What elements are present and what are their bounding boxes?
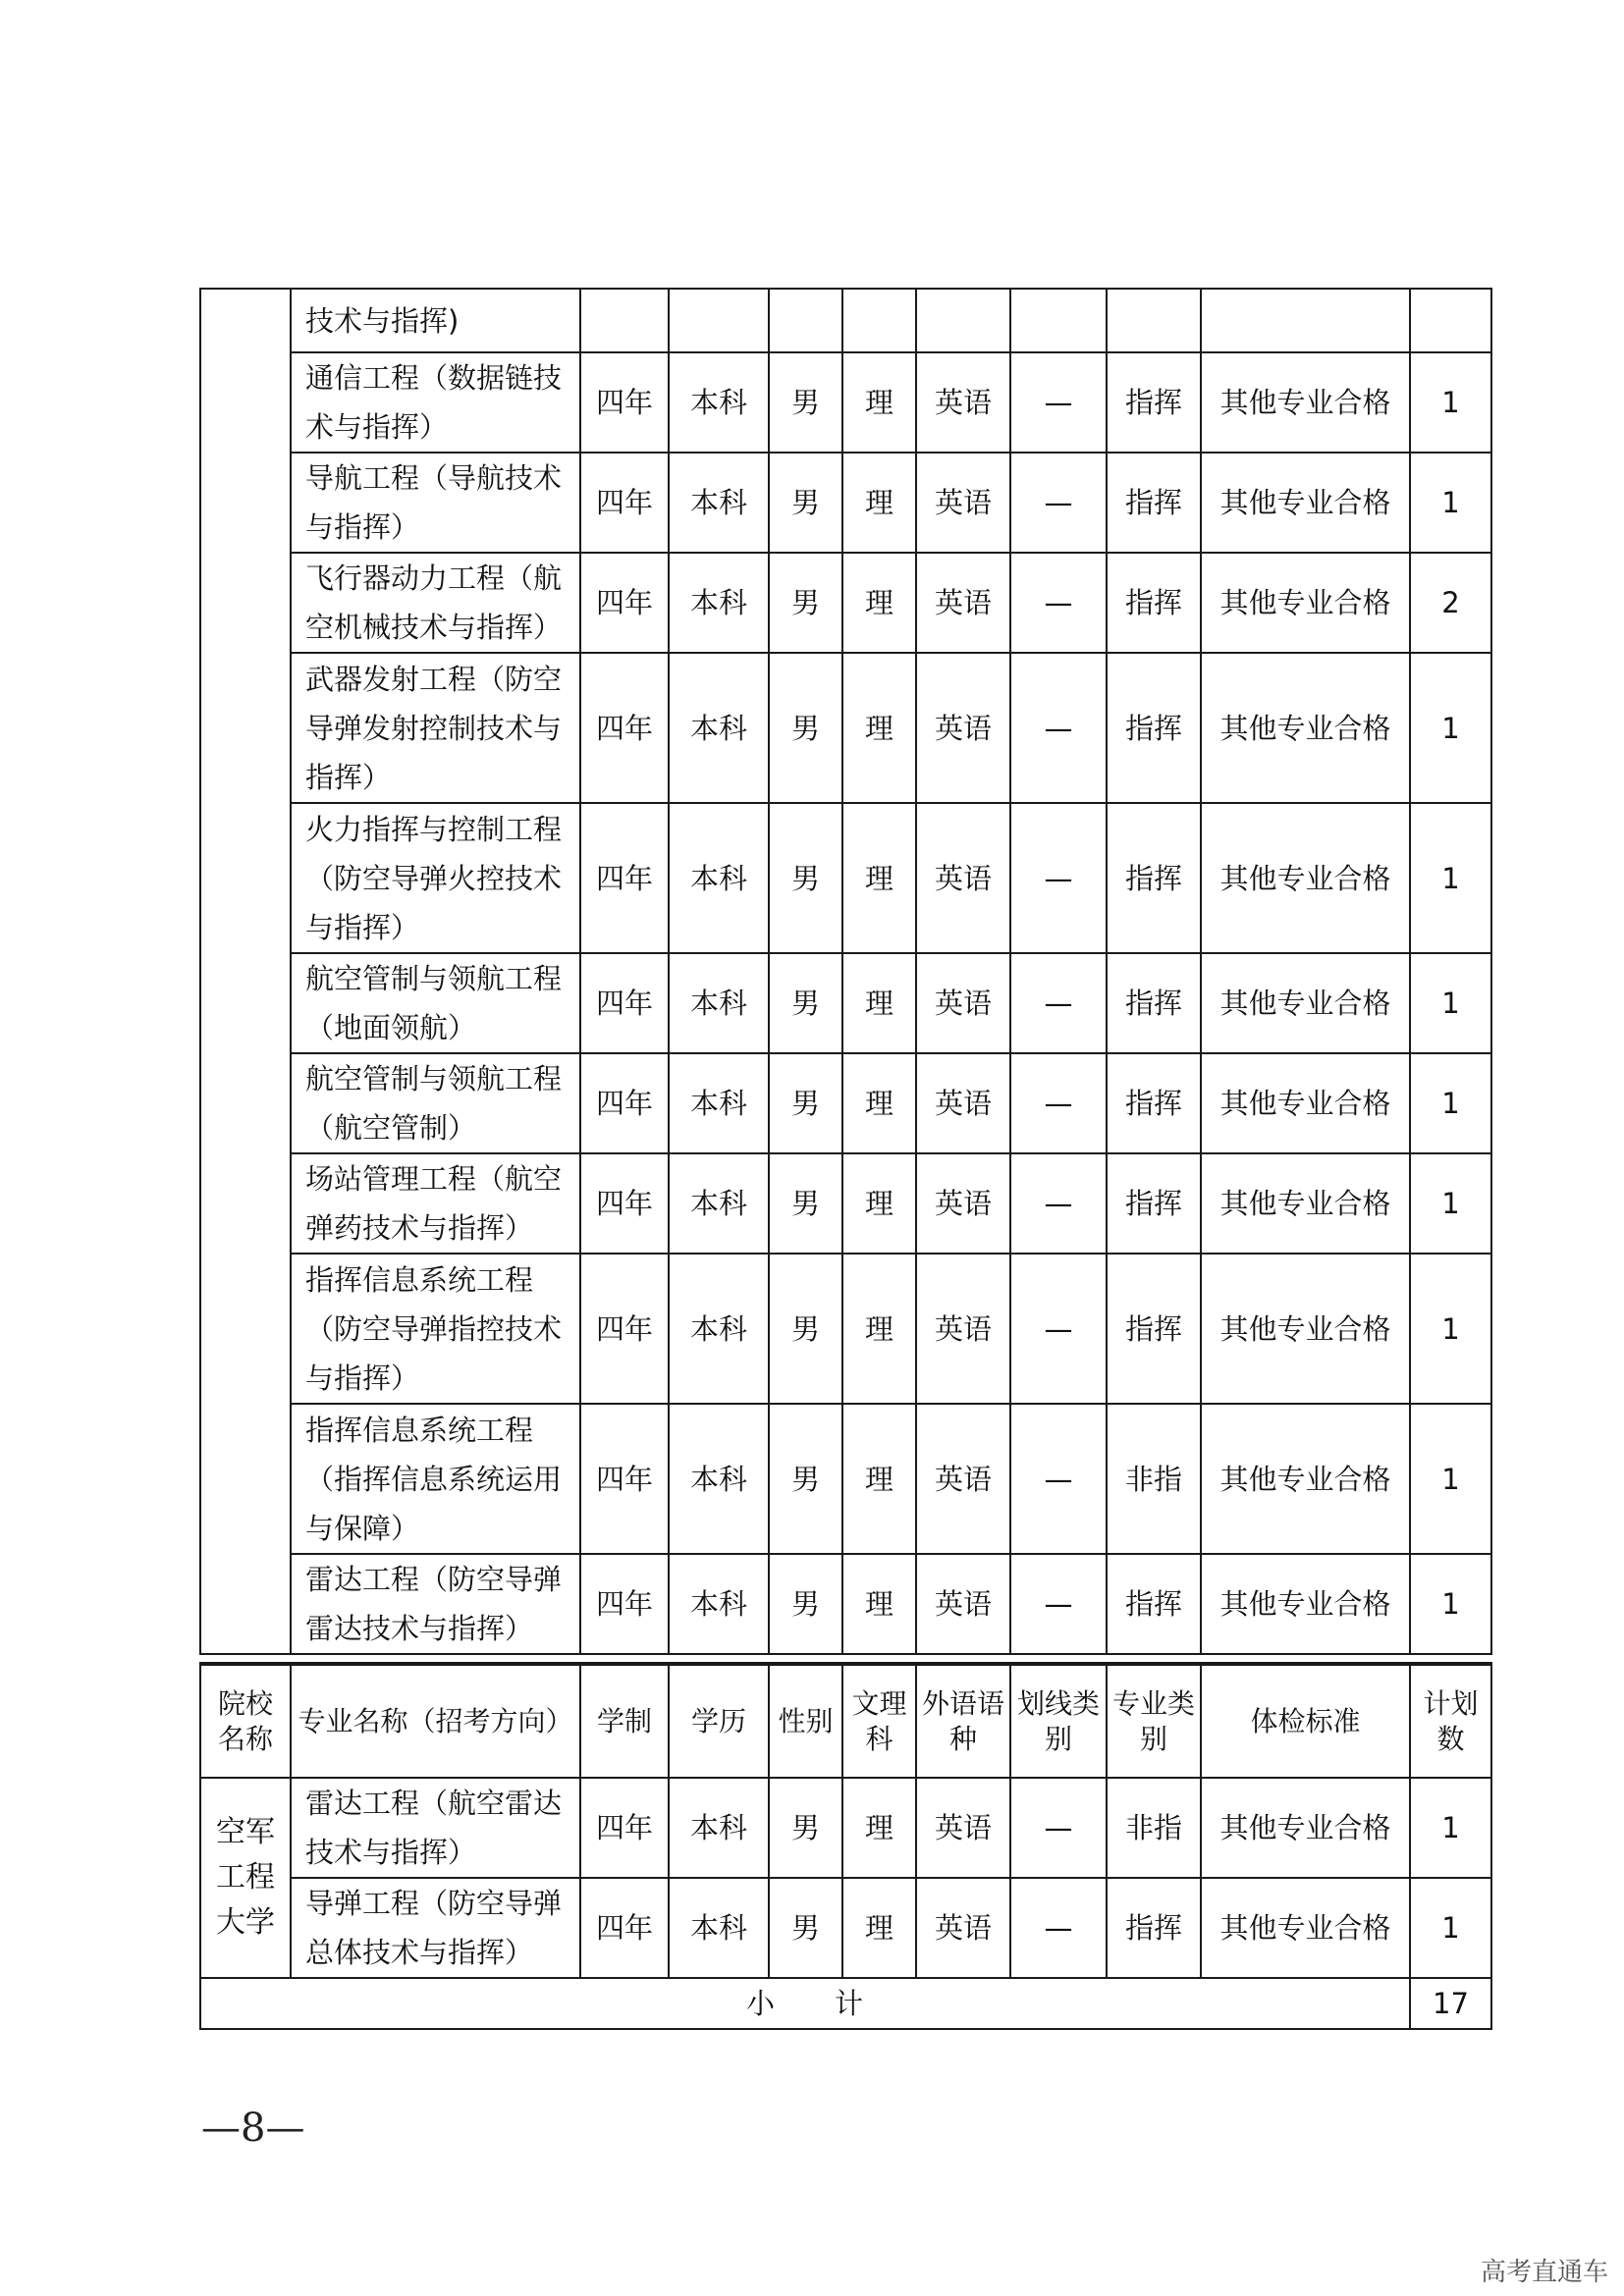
degree-cell: 本科: [669, 653, 769, 803]
line-type-cell: —: [1010, 1554, 1107, 1654]
plan-cell: 1: [1410, 1878, 1491, 1978]
physical-cell: [1201, 289, 1410, 352]
gender-cell: 男: [769, 1404, 842, 1554]
major-cell: 通信工程（数据链技术与指挥）: [291, 352, 580, 453]
duration-cell: 四年: [580, 352, 669, 453]
degree-cell: 本科: [669, 1778, 769, 1878]
degree-cell: [669, 289, 769, 352]
header-subject: 文理科: [842, 1664, 916, 1778]
gender-cell: 男: [769, 1878, 842, 1978]
table-row: [200, 553, 1491, 653]
degree-cell: 本科: [669, 1053, 769, 1153]
category-cell: 指挥: [1107, 553, 1201, 653]
table-row: [200, 1878, 1491, 1978]
physical-cell: 其他专业合格: [1201, 352, 1410, 453]
gender-cell: 男: [769, 1053, 842, 1153]
category-cell: 非指: [1107, 1778, 1201, 1878]
header-plan: 计划数: [1410, 1664, 1491, 1778]
subject-cell: [842, 289, 916, 352]
language-cell: 英语: [916, 803, 1010, 953]
duration-cell: 四年: [580, 553, 669, 653]
table-row: [200, 1404, 1491, 1554]
major-cell: 航空管制与领航工程（地面领航）: [291, 953, 580, 1053]
language-cell: 英语: [916, 1153, 1010, 1254]
watermark: 高考直通车: [1480, 2258, 1608, 2287]
plan-cell: [1410, 289, 1491, 352]
subject-cell: 理: [842, 1778, 916, 1878]
duration-cell: 四年: [580, 1878, 669, 1978]
plan-cell: 1: [1410, 352, 1491, 453]
line-type-cell: —: [1010, 1878, 1107, 1978]
degree-cell: 本科: [669, 803, 769, 953]
table-row: [200, 653, 1491, 803]
category-cell: 指挥: [1107, 1053, 1201, 1153]
duration-cell: 四年: [580, 1404, 669, 1554]
line-type-cell: —: [1010, 352, 1107, 453]
subject-cell: 理: [842, 1878, 916, 1978]
physical-cell: 其他专业合格: [1201, 953, 1410, 1053]
plan-cell: 1: [1410, 453, 1491, 553]
subject-cell: 理: [842, 352, 916, 453]
duration-cell: 四年: [580, 1554, 669, 1654]
physical-cell: 其他专业合格: [1201, 1554, 1410, 1654]
line-type-cell: [1010, 289, 1107, 352]
table-row: [200, 1053, 1491, 1153]
degree-cell: 本科: [669, 352, 769, 453]
gender-cell: 男: [769, 453, 842, 553]
subject-cell: 理: [842, 553, 916, 653]
language-cell: 英语: [916, 953, 1010, 1053]
physical-cell: 其他专业合格: [1201, 1778, 1410, 1878]
admission-plan-table-continued: [199, 288, 1492, 1655]
line-type-cell: —: [1010, 953, 1107, 1053]
category-cell: [1107, 289, 1201, 352]
major-cell: 飞行器动力工程（航空机械技术与指挥）: [291, 553, 580, 653]
category-cell: 指挥: [1107, 352, 1201, 453]
header-school: 院校名称: [200, 1664, 291, 1778]
table-body-bottom: [200, 1664, 1491, 2029]
major-cell: 火力指挥与控制工程（防空导弹火控技术与指挥）: [291, 803, 580, 953]
duration-cell: 四年: [580, 953, 669, 1053]
subject-cell: 理: [842, 1404, 916, 1554]
major-cell: 雷达工程（航空雷达技术与指挥）: [291, 1778, 580, 1878]
duration-cell: 四年: [580, 453, 669, 553]
duration-cell: [580, 289, 669, 352]
major-cell: 指挥信息系统工程（防空导弹指控技术与指挥）: [291, 1254, 580, 1404]
major-cell: 指挥信息系统工程（指挥信息系统运用与保障）: [291, 1404, 580, 1554]
physical-cell: 其他专业合格: [1201, 453, 1410, 553]
gender-cell: 男: [769, 1778, 842, 1878]
duration-cell: 四年: [580, 1254, 669, 1404]
header-duration: 学制: [580, 1664, 669, 1778]
line-type-cell: —: [1010, 803, 1107, 953]
subject-cell: 理: [842, 653, 916, 803]
category-cell: 指挥: [1107, 1153, 1201, 1254]
gender-cell: 男: [769, 352, 842, 453]
major-cell: 导航工程（导航技术与指挥）: [291, 453, 580, 553]
table-row: [200, 803, 1491, 953]
table-row: [200, 352, 1491, 453]
subtotal-value: 17: [1410, 1978, 1491, 2029]
gender-cell: 男: [769, 1254, 842, 1404]
degree-cell: 本科: [669, 953, 769, 1053]
major-cell: 航空管制与领航工程（航空管制）: [291, 1053, 580, 1153]
table-row: [200, 953, 1491, 1053]
degree-cell: 本科: [669, 453, 769, 553]
duration-cell: 四年: [580, 803, 669, 953]
header-category: 专业类别: [1107, 1664, 1201, 1778]
header-language: 外语语种: [916, 1664, 1010, 1778]
plan-cell: 1: [1410, 1254, 1491, 1404]
line-type-cell: —: [1010, 1254, 1107, 1404]
category-cell: 指挥: [1107, 803, 1201, 953]
plan-cell: 1: [1410, 953, 1491, 1053]
physical-cell: 其他专业合格: [1201, 1153, 1410, 1254]
subtotal-label: 小 计: [200, 1978, 1410, 2029]
line-type-cell: —: [1010, 553, 1107, 653]
school-cell-blank: [200, 289, 291, 1654]
duration-cell: 四年: [580, 653, 669, 803]
subtotal-row: [200, 1978, 1491, 2029]
gender-cell: 男: [769, 553, 842, 653]
language-cell: 英语: [916, 1404, 1010, 1554]
language-cell: 英语: [916, 1554, 1010, 1654]
subject-cell: 理: [842, 1254, 916, 1404]
major-cell: 导弹工程（防空导弹总体技术与指挥）: [291, 1878, 580, 1978]
physical-cell: 其他专业合格: [1201, 803, 1410, 953]
category-cell: 指挥: [1107, 1254, 1201, 1404]
admission-plan-table: [199, 1662, 1492, 2030]
gender-cell: 男: [769, 1153, 842, 1254]
plan-cell: 1: [1410, 1554, 1491, 1654]
degree-cell: 本科: [669, 1878, 769, 1978]
degree-cell: 本科: [669, 1404, 769, 1554]
table-row: [200, 1778, 1491, 1878]
plan-cell: 1: [1410, 803, 1491, 953]
gender-cell: 男: [769, 653, 842, 803]
header-major: 专业名称（招考方向）: [291, 1664, 580, 1778]
line-type-cell: —: [1010, 1778, 1107, 1878]
degree-cell: 本科: [669, 1254, 769, 1404]
subject-cell: 理: [842, 803, 916, 953]
language-cell: 英语: [916, 1053, 1010, 1153]
plan-cell: 1: [1410, 1153, 1491, 1254]
physical-cell: 其他专业合格: [1201, 1878, 1410, 1978]
language-cell: 英语: [916, 653, 1010, 803]
gender-cell: 男: [769, 803, 842, 953]
table-row: [200, 453, 1491, 553]
language-cell: 英语: [916, 1778, 1010, 1878]
line-type-cell: —: [1010, 1053, 1107, 1153]
degree-cell: 本科: [669, 553, 769, 653]
category-cell: 指挥: [1107, 453, 1201, 553]
duration-cell: 四年: [580, 1053, 669, 1153]
subject-cell: 理: [842, 1153, 916, 1254]
school-name-cell: 空军工程大学: [200, 1778, 291, 1978]
header-degree: 学历: [669, 1664, 769, 1778]
degree-cell: 本科: [669, 1554, 769, 1654]
header-physical: 体检标准: [1201, 1664, 1410, 1778]
table-row: [200, 289, 1491, 352]
subject-cell: 理: [842, 1554, 916, 1654]
line-type-cell: —: [1010, 653, 1107, 803]
category-cell: 指挥: [1107, 1554, 1201, 1654]
gender-cell: 男: [769, 953, 842, 1053]
major-cell: 场站管理工程（航空弹药技术与指挥）: [291, 1153, 580, 1254]
table-row: [200, 1554, 1491, 1654]
plan-cell: 2: [1410, 553, 1491, 653]
duration-cell: 四年: [580, 1153, 669, 1254]
degree-cell: 本科: [669, 1153, 769, 1254]
language-cell: 英语: [916, 553, 1010, 653]
category-cell: 指挥: [1107, 953, 1201, 1053]
gender-cell: [769, 289, 842, 352]
line-type-cell: —: [1010, 1404, 1107, 1554]
header-line-type: 划线类别: [1010, 1664, 1107, 1778]
physical-cell: 其他专业合格: [1201, 1254, 1410, 1404]
table-header-row: [200, 1664, 1491, 1778]
subject-cell: 理: [842, 453, 916, 553]
physical-cell: 其他专业合格: [1201, 653, 1410, 803]
table-row: [200, 1254, 1491, 1404]
gender-cell: 男: [769, 1554, 842, 1654]
plan-cell: 1: [1410, 1404, 1491, 1554]
duration-cell: 四年: [580, 1778, 669, 1878]
major-cell: 技术与指挥): [291, 289, 580, 352]
category-cell: 非指: [1107, 1404, 1201, 1554]
major-cell: 雷达工程（防空导弹雷达技术与指挥）: [291, 1554, 580, 1654]
language-cell: 英语: [916, 352, 1010, 453]
category-cell: 指挥: [1107, 653, 1201, 803]
category-cell: 指挥: [1107, 1878, 1201, 1978]
page-number: —8—: [201, 2106, 305, 2151]
plan-cell: 1: [1410, 1053, 1491, 1153]
major-cell: 武器发射工程（防空导弹发射控制技术与指挥）: [291, 653, 580, 803]
plan-cell: 1: [1410, 1778, 1491, 1878]
table-row: [200, 1153, 1491, 1254]
language-cell: 英语: [916, 453, 1010, 553]
physical-cell: 其他专业合格: [1201, 1404, 1410, 1554]
physical-cell: 其他专业合格: [1201, 553, 1410, 653]
language-cell: [916, 289, 1010, 352]
subject-cell: 理: [842, 1053, 916, 1153]
subject-cell: 理: [842, 953, 916, 1053]
line-type-cell: —: [1010, 1153, 1107, 1254]
language-cell: 英语: [916, 1254, 1010, 1404]
plan-cell: 1: [1410, 653, 1491, 803]
header-gender: 性别: [769, 1664, 842, 1778]
language-cell: 英语: [916, 1878, 1010, 1978]
physical-cell: 其他专业合格: [1201, 1053, 1410, 1153]
table-body-top: [200, 289, 1491, 1654]
line-type-cell: —: [1010, 453, 1107, 553]
